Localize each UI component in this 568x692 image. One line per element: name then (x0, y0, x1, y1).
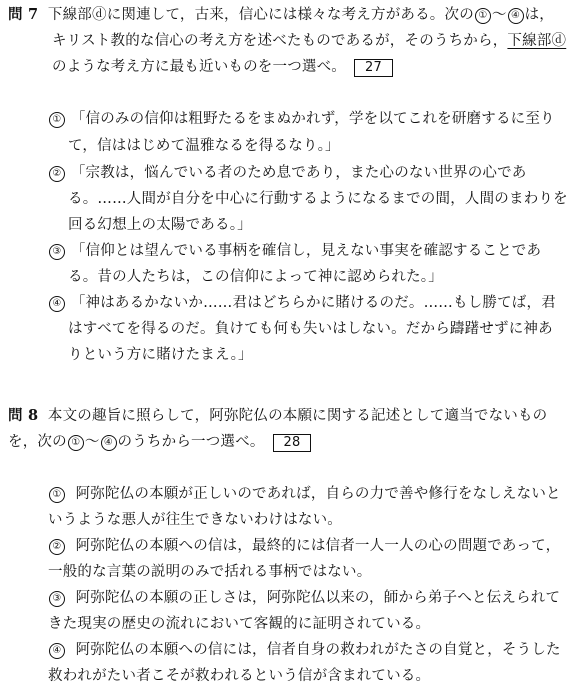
q8-option-1[interactable]: ① 阿弥陀仏の本願が正しいのであれば，自らの力で善や修行をなしえないと (48, 485, 561, 503)
q8-answer-box[interactable]: 28 (273, 434, 312, 452)
q8-number: 問 8 (8, 407, 39, 424)
q8-stem-line1: 問 8 本文の趣旨に照らして，阿弥陀仏の本願に関する記述として適当でないもの (8, 407, 548, 424)
q8-option-3-line2: きた現実の歴史の流れにおいて客観的に証明されている。 (48, 616, 431, 632)
q7-option-3-line2: る。昔の人たちは，この信仰によって神に認められた。」 (68, 269, 443, 285)
q7-option-2-line3: 回る幻想上の太陽である。」 (68, 217, 252, 233)
q7-option-1-line2: て，信ははじめて温雅なるを得るなり。」 (68, 138, 340, 154)
q8-option-2[interactable]: ② 阿弥陀仏の本願への信は，最終的には信者一人一人の心の問題であって， (48, 537, 560, 555)
q7-option-4[interactable]: ④ 「神はあるかないか……君はどちらかに賭けるのだ。……もし勝てば，君 (48, 294, 556, 312)
q7-stem-line2: キリスト教的な信心の考え方を述べたものであるが，そのうちから，下線部ⓓ (52, 33, 567, 49)
q7-stem-line1: 問 7 下線部ⓓに関連して，古来，信心には様々な考え方がある。次の ① ～ ④ は， (8, 6, 555, 23)
q7-answer-box[interactable]: 27 (354, 59, 393, 77)
q7-option-2-line2: る。……人間が自分を中心に行動するようになるまでの間，人間のまわりを (68, 191, 568, 207)
q7-option-1[interactable]: ① 「信のみの信仰は粗野たるをまぬかれず，学を以てこれを研磨するに至り (48, 110, 555, 128)
q7-option-4-line2: はすべてを得るのだ。負けても何も失いはしない。だから躊躇せずに神あ (68, 321, 553, 337)
q7-option-4-line3: りという方に賭けたまえ。」 (68, 347, 253, 363)
q8-option-1-line2: いうような悪人が往生できないわけはない。 (48, 512, 342, 528)
q8-option-4-line2: 救われがたい者こそが救われるという信が含まれている。 (48, 668, 431, 684)
q8-option-4[interactable]: ④ 阿弥陀仏の本願への信には，信者自身の救われがたさの自覚と，そうした (48, 641, 561, 659)
q7-option-2[interactable]: ② 「宗教は，悩んでいる者のため息であり，また心のない世界の心であ (48, 164, 527, 182)
q8-stem-line2: を，次の ① ～ ④ のうちから一つ選べ。 28 (8, 433, 311, 452)
q7-number: 問 7 (8, 6, 39, 23)
q7-option-3[interactable]: ③ 「信仰とは望んでいる事柄を確信し，見えない事実を確認することであ (48, 242, 541, 260)
q7-stem-line3: のような考え方に最も近いものを一つ選べ。 27 (52, 58, 393, 77)
q8-option-2-line2: 一般的な言葉の説明のみで括れる事柄ではない。 (48, 564, 372, 580)
q8-option-3[interactable]: ③ 阿弥陀仏の本願の正しさは，阿弥陀仏以来の，師から弟子へと伝えられて (48, 589, 560, 607)
